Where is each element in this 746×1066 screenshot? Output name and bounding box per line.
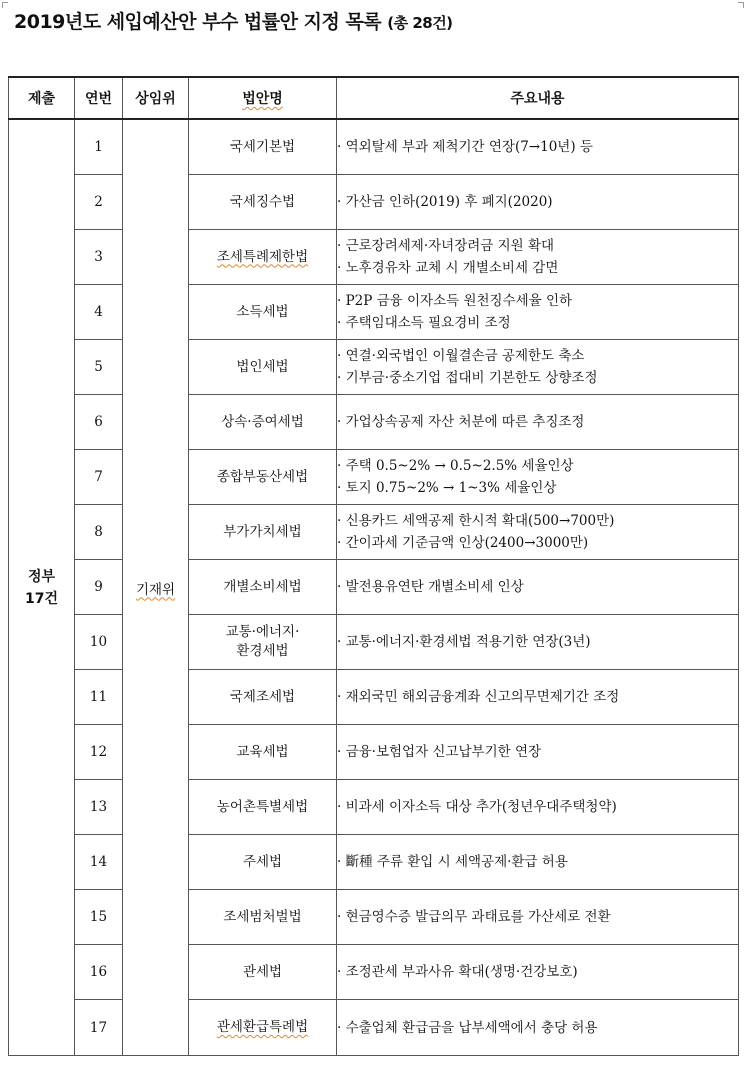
content-line: · 斷種 주류 환입 시 세액공제·환급 허용 (337, 854, 568, 870)
content-line: · 주택임대소득 필요경비 조정 (337, 315, 511, 331)
bill-name: 종합부동산세법 (216, 468, 309, 485)
row-number: 17 (75, 1000, 123, 1056)
header-committee: 상임위 (123, 77, 189, 119)
table-row (9, 285, 739, 340)
content-line: · 가업상속공제 자산 처분에 따른 추징조정 (337, 414, 585, 430)
content-line: · 근로장려세제·자녀장려금 지원 확대 (337, 238, 555, 254)
table-row (9, 615, 739, 670)
table-row (9, 890, 739, 945)
header-bill-name (189, 77, 337, 119)
row-number: 13 (75, 780, 123, 835)
table-row (9, 670, 739, 725)
content-cell (337, 890, 739, 945)
content-line: · 역외탈세 부과 제척기간 연장(7→10년) 등 (337, 139, 593, 155)
committee-label: 기재위 (135, 581, 176, 598)
table-row (9, 395, 739, 450)
row-number: 1 (75, 119, 123, 175)
bill-name: 주세법 (242, 853, 283, 870)
row-number: 10 (75, 615, 123, 670)
content-line: · 현금영수증 발급의무 과태료를 가산세로 전환 (337, 909, 611, 925)
bill-name-cell (189, 725, 337, 780)
bill-name: 국세징수법 (229, 193, 296, 210)
content-line: · 금융·보험업자 신고납부기한 연장 (337, 744, 542, 760)
content-line: · 발전용유연탄 개별소비세 인상 (337, 579, 524, 595)
content-line: · 토지 0.75~2% → 1~3% 세율인상 (337, 480, 557, 496)
row-number: 6 (75, 395, 123, 450)
bill-name-cell (189, 835, 337, 890)
submitter-line2: 17건 (24, 590, 58, 607)
content-line: · 조정관세 부과사유 확대(생명·건강보호) (337, 964, 578, 980)
bill-name-cell (189, 119, 337, 175)
bill-name-cell (189, 890, 337, 945)
content-line: · 비과세 이자소득 대상 추가(청년우대주택청약) (337, 799, 617, 815)
content-line: · 신용카드 세액공제 한시적 확대(500→700만) (337, 513, 615, 529)
bill-name-cell (189, 505, 337, 560)
content-cell (337, 560, 739, 615)
content-line: · 가산금 인하(2019) 후 폐지(2020) (337, 194, 553, 210)
row-number: 2 (75, 175, 123, 230)
row-number: 4 (75, 285, 123, 340)
table-row (9, 175, 739, 230)
row-number: 11 (75, 670, 123, 725)
bill-name: 조세특례제한법 (216, 248, 309, 265)
row-number: 16 (75, 945, 123, 1000)
content-line: · 수출업체 환급금을 납부세액에서 충당 허용 (337, 1019, 598, 1036)
row-number: 3 (75, 230, 123, 285)
content-line: · 노후경유차 교체 시 개별소비세 감면 (337, 260, 559, 276)
table-row (9, 450, 739, 505)
bill-name-cell (189, 1000, 337, 1056)
header-number: 연번 (75, 77, 123, 119)
bill-name-cell (189, 395, 337, 450)
table-row (9, 340, 739, 395)
bill-name-cell (189, 175, 337, 230)
table-header-row (9, 77, 739, 119)
content-cell (337, 119, 739, 175)
content-cell (337, 175, 739, 230)
page-title-main: 2019년도 세입예산안 부수 법률안 지정 목록 (14, 11, 382, 33)
bill-name: 소득세법 (236, 303, 289, 320)
table-body (9, 119, 739, 1056)
content-line: · 연결·외국법인 이월결손금 공제한도 축소 (337, 348, 585, 364)
bill-name: 법인세법 (236, 358, 289, 375)
table-row (9, 119, 739, 175)
bill-name-cell (189, 615, 337, 670)
bill-name: 관세환급특례법 (216, 1019, 309, 1035)
bill-list-table (8, 76, 739, 1056)
content-cell (337, 395, 739, 450)
bill-name-cell (189, 285, 337, 340)
page-title-count: (총 28건) (387, 14, 453, 32)
row-number: 12 (75, 725, 123, 780)
row-number: 14 (75, 835, 123, 890)
bill-name-cell (189, 230, 337, 285)
content-cell (337, 670, 739, 725)
content-line: · 주택 0.5~2% → 0.5~2.5% 세율인상 (337, 458, 574, 474)
submitter-line1: 정부 (27, 568, 56, 585)
content-cell (337, 285, 739, 340)
bill-name: 상속·증여세법 (221, 413, 304, 430)
row-number: 5 (75, 340, 123, 395)
content-cell (337, 505, 739, 560)
bill-name-cell (189, 560, 337, 615)
content-cell (337, 615, 739, 670)
header-submitter: 제출 (9, 77, 75, 119)
table-row (9, 945, 739, 1000)
table-row (9, 560, 739, 615)
row-number: 8 (75, 505, 123, 560)
content-line: · 재외국민 해외금융계좌 신고의무면제기간 조정 (337, 689, 620, 705)
bill-name: 국세기본법 (229, 138, 296, 155)
bill-name: 농어촌특별세법 (216, 798, 309, 815)
content-line: · 교통·에너지·환경세법 적용기한 연장(3년) (337, 634, 591, 650)
corner-mark-left (2, 2, 8, 8)
table-row (9, 835, 739, 890)
bill-name: 개별소비세법 (223, 578, 302, 595)
bill-name: 국제조세법 (229, 688, 296, 705)
content-cell (337, 780, 739, 835)
content-cell (337, 340, 739, 395)
table-row (9, 1000, 739, 1056)
bill-name-cell (189, 780, 337, 835)
table-row (9, 505, 739, 560)
content-line: · 기부금·중소기업 접대비 기본한도 상향조정 (337, 370, 598, 386)
bill-name: 교통·에너지· (225, 624, 300, 640)
bill-name: 부가가치세법 (223, 523, 302, 540)
bill-name: 관세법 (242, 963, 283, 980)
bill-name-cell (189, 945, 337, 1000)
bill-name: 교육세법 (236, 743, 289, 760)
header-content: 주요내용 (337, 77, 739, 119)
header-bill-name-text: 법안명 (242, 91, 283, 107)
row-number: 15 (75, 890, 123, 945)
table-row (9, 230, 739, 285)
table-row (9, 725, 739, 780)
page-title (14, 6, 453, 38)
row-number: 9 (75, 560, 123, 615)
committee-cell (123, 119, 189, 1056)
bill-name: 환경세법 (236, 643, 289, 659)
corner-mark-right (738, 2, 744, 8)
table-row (9, 780, 739, 835)
bill-name-cell (189, 340, 337, 395)
submitter-cell (9, 119, 75, 1056)
content-line: · 간이과세 기준금액 인상(2400→3000만) (337, 535, 589, 551)
content-cell (337, 835, 739, 890)
bill-name: 조세범처벌법 (223, 908, 302, 925)
content-line: · P2P 금융 이자소득 원천징수세율 인하 (337, 293, 573, 309)
content-cell (337, 1000, 739, 1056)
content-cell (337, 725, 739, 780)
content-cell (337, 450, 739, 505)
row-number: 7 (75, 450, 123, 505)
content-cell (337, 230, 739, 285)
content-cell (337, 945, 739, 1000)
bill-name-cell (189, 670, 337, 725)
bill-name-cell (189, 450, 337, 505)
